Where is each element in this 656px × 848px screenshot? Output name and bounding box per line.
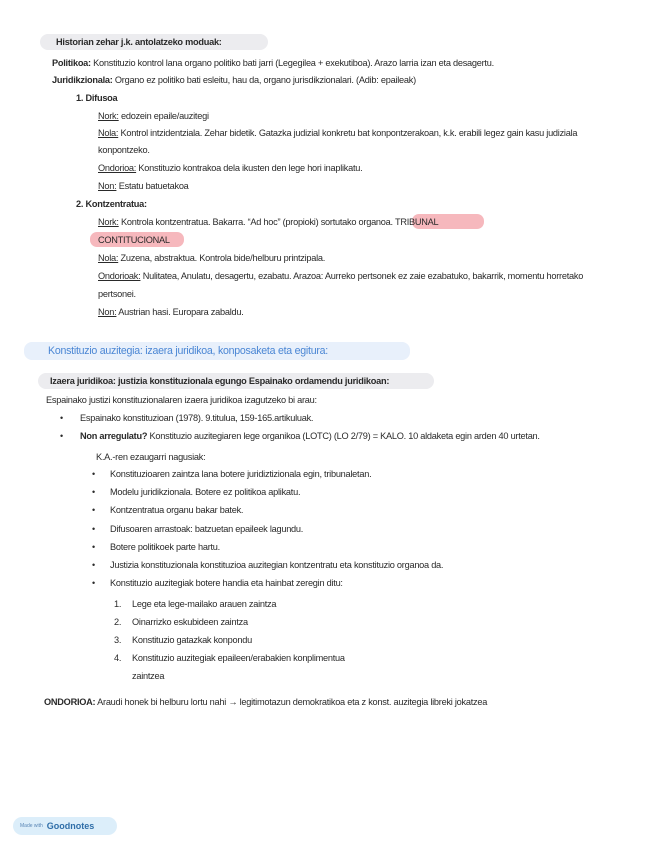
section-title-konstituzio-auzitegia: Konstituzio auzitegia: izaera juridikoa, konposaketa eta egitura: bbox=[48, 345, 328, 357]
section-title-historian: Historian zehar j.k. antolatzeko moduak: bbox=[56, 37, 222, 47]
difusoa-ondorioa-text: Konstituzio kontrakoa dela ikusten den lege hori inaplikatu. bbox=[136, 163, 363, 173]
feature-bullet-marker: • bbox=[92, 560, 96, 570]
feature-bullet-marker: • bbox=[92, 542, 96, 552]
section-title-izaera-juridikoa: Izaera juridikoa: justizia konstituzionala egungo Espainako ordamendu juridikoan: bbox=[50, 376, 390, 386]
badge-made-with: Made with bbox=[20, 823, 43, 829]
ka-ezaugarriak-title: K.A.-ren ezaugarri nagusiak: bbox=[96, 452, 206, 462]
kontzentratua-non bbox=[98, 306, 244, 318]
task-number: 4. bbox=[114, 653, 122, 663]
difusoa-non bbox=[98, 180, 189, 192]
task-item: Oinarrizko eskubideen zaintza bbox=[132, 617, 248, 627]
difusoa-non-text: Estatu batuetakoa bbox=[116, 181, 189, 191]
kontzentratua-ondorioak-label: Ondorioak: bbox=[98, 271, 141, 281]
kontzentratua-ondorioak bbox=[98, 270, 583, 282]
difusoa-nola-label: Nola: bbox=[98, 128, 119, 138]
goodnotes-badge bbox=[13, 817, 117, 835]
feature-item: Botere politikoek parte hartu. bbox=[110, 542, 220, 552]
task-number: 1. bbox=[114, 599, 122, 609]
bullet-marker: • bbox=[60, 431, 64, 441]
juridikzionala-line bbox=[52, 74, 416, 86]
feature-item: Difusoaren arrastoak: batzuetan epaileek lagundu. bbox=[110, 524, 304, 534]
difusoa-nork bbox=[98, 110, 209, 122]
feature-item: Kontzentratua organu bakar batek. bbox=[110, 505, 244, 515]
difusoa-nola-text: Kontrol intzidentziala. Zehar bidetik. Gatazka judizial konkretu bat konpontzerakoan, k.k. erabili legez gain kasu judiziala bbox=[118, 128, 578, 138]
bullet-konstituzioa: Espainako konstituzioan (1978). 9.titulua, 159-165.artikuluak. bbox=[80, 413, 314, 423]
difusoa-nola-cont: konpontzeko. bbox=[98, 145, 150, 155]
ondorioa-line bbox=[44, 696, 487, 708]
difusoa-nola bbox=[98, 127, 577, 139]
politikoa-line bbox=[52, 57, 494, 69]
kontzentratua-non-text: Austrian hasi. Europara zabaldu. bbox=[116, 307, 244, 317]
intro-text: Espainako justizi konstituzionalaren izaera juridikoa izagutzeko bi arau: bbox=[46, 395, 317, 405]
difusoa-nork-text: edozein epaile/auzitegi bbox=[118, 111, 209, 121]
feature-item: Konstituzioaren zaintza lana botere juridiztizionala egin, tribunaletan. bbox=[110, 469, 372, 479]
feature-bullet-marker: • bbox=[92, 487, 96, 497]
task-item: Konstituzio auzitegiak epaileen/erabakien konplimentua bbox=[132, 653, 345, 663]
ondorioa-label: ONDORIOA: bbox=[44, 697, 96, 707]
feature-item: Justizia konstituzionala konstituzioa auzitegian kontzentratu eta konstituzio organoa da. bbox=[110, 560, 444, 570]
bullet-marker: • bbox=[60, 413, 64, 423]
task-item: Lege eta lege-mailako arauen zaintza bbox=[132, 599, 277, 609]
ondorioa-text: Araudi honek bi helburu lortu nahi → legitimotazun demokratikoa eta z konst. auzitegia libreki jokatzea bbox=[95, 697, 488, 707]
feature-bullet-marker: • bbox=[92, 578, 96, 588]
kontzentratua-ondorioak-text: Nulitatea, Anulatu, desagertu, ezabatu. Arazoa: Aurreko pertsonek ez zaie ezabatuko, bakarrik, momentu horretako bbox=[140, 271, 584, 281]
kontzentratua-ondorioak-cont: pertsonei. bbox=[98, 289, 136, 299]
difusoa-non-label: Non: bbox=[98, 181, 117, 191]
non-arregulatu-text: Konstituzio auzitegiaren lege organikoa (LOTC) (LO 2/79) = KALO. 10 aldaketa egin arden 40 urtetan. bbox=[147, 431, 540, 441]
juridikzionala-text: Organo ez politiko bati esleitu, hau da, organo jurisdikzionalari. (Adib: epaileak) bbox=[112, 75, 416, 85]
kontzentratua-nola-label: Nola: bbox=[98, 253, 119, 263]
tribunal-text: TRIBUNAL bbox=[392, 217, 439, 227]
task-number: 2. bbox=[114, 617, 122, 627]
difusoa-ondorioa bbox=[98, 162, 362, 174]
difusoa-ondorioa-label: Ondorioa: bbox=[98, 163, 137, 173]
feature-item: Konstituzio auzitegiak botere handia eta hainbat zeregin ditu: bbox=[110, 578, 343, 588]
feature-bullet-marker: • bbox=[92, 505, 96, 515]
badge-goodnotes: Goodnotes bbox=[46, 821, 95, 831]
bullet-non-arregulatu bbox=[80, 430, 540, 442]
difusoa-heading: 1. Difusoa bbox=[76, 93, 118, 103]
juridikzionala-label: Juridikzionala: bbox=[52, 75, 113, 85]
difusoa-nork-label: Nork: bbox=[98, 111, 119, 121]
kontzentratua-heading: 2. Kontzentratua: bbox=[76, 199, 147, 209]
politikoa-label: Politikoa: bbox=[52, 58, 91, 68]
kontzentratua-nola-text: Zuzena, abstraktua. Kontrola bide/helburu printzipala. bbox=[118, 253, 326, 263]
kontzentratua-nork bbox=[98, 216, 438, 228]
task4-cont: zaintzea bbox=[132, 671, 165, 681]
kontzentratua-non-label: Non: bbox=[98, 307, 117, 317]
task-item: Konstituzio gatazkak konpondu bbox=[132, 635, 252, 645]
non-arregulatu-label: Non arregulatu? bbox=[80, 431, 148, 441]
politikoa-text: Konstituzio kontrol lana organo politiko bati jarri (Legegilea + exekutiboa). Arazo larria izan eta desagertu. bbox=[90, 58, 494, 68]
feature-bullet-marker: • bbox=[92, 469, 96, 479]
kontzentratua-nork-label: Nork: bbox=[98, 217, 119, 227]
feature-bullet-marker: • bbox=[92, 524, 96, 534]
constitucional-text: CONTITUCIONAL bbox=[98, 235, 170, 245]
kontzentratua-nork-text: Kontrola kontzentratua. Bakarra. “Ad hoc” (propioki) sortutako organoa. bbox=[118, 217, 393, 227]
task-number: 3. bbox=[114, 635, 122, 645]
kontzentratua-nola bbox=[98, 252, 325, 264]
feature-item: Modelu juridikzionala. Botere ez politikoa aplikatu. bbox=[110, 487, 301, 497]
